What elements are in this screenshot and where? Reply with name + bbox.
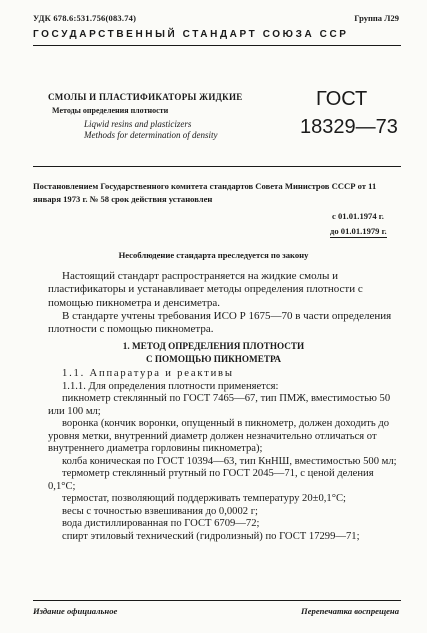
section-heading-line2: С ПОМОЩЬЮ ПИКНОМЕТРА — [145, 353, 282, 364]
udk-code: УДК 678.6:531.756(083.74) — [33, 13, 137, 23]
section-heading — [0, 340, 427, 365]
document-subtitle: Методы определения плотности — [52, 106, 169, 115]
footer-divider — [33, 600, 401, 601]
gost-number: 18329—73 — [300, 116, 398, 138]
list-item: воронка (кончик воронки, опущенный в пикнометр, должен доходить до уровня метки, внутренний диаметр должен незначительно отличаться от внутреннего диаметра горловины пикнометра); — [48, 418, 390, 454]
subsection-title: 1.1. Аппаратура и реактивы — [62, 368, 234, 379]
english-title-line1: Liqwid resins and plasticizers — [84, 119, 192, 129]
list-intro: 1.1.1. Для определения плотности применяется: — [62, 380, 279, 392]
equipment-list — [48, 368, 403, 543]
list-item: весы с точностью взвешивания до 0,0002 г; — [62, 505, 259, 517]
footer-reprint-prohibited: Перепечатка воспрещена — [301, 606, 399, 616]
document-title: СМОЛЫ И ПЛАСТИФИКАТОРЫ ЖИДКИЕ — [48, 92, 243, 102]
intro-paragraphs — [48, 270, 403, 336]
list-item: спирт этиловый технический (гидролизный) по ГОСТ 17299—71; — [62, 530, 360, 542]
section-heading-line1: 1. МЕТОД ОПРЕДЕЛЕНИЯ ПЛОТНОСТИ — [122, 341, 305, 351]
list-item: колба коническая по ГОСТ 10394—63, тип КнНШ, вместимостью 500 мл; — [62, 455, 397, 467]
effective-from-date: с 01.01.1974 г. — [332, 211, 384, 221]
list-item: термометр стеклянный ртутный по ГОСТ 2045—71, с ценой деления 0,1°С; — [48, 468, 374, 492]
header-divider — [33, 45, 401, 46]
prosecution-note: Несоблюдение стандарта преследуется по закону — [118, 250, 309, 260]
list-item: вода дистиллированная по ГОСТ 6709—72; — [62, 518, 260, 529]
paragraph-scope: Настоящий стандарт распространяется на жидкие смолы и пластификаторы и устанавливает методы определения плотности с помощью пикнометра и денсиметра. — [48, 270, 363, 309]
effective-to-date: до 01.01.1979 г. — [330, 226, 387, 236]
group-code: Группа Л29 — [354, 13, 399, 23]
gost-label: ГОСТ — [316, 88, 368, 110]
paragraph-iso: В стандарте учтены требования ИСО Р 1675—70 в части определения плотности с помощью пикнометра. — [48, 309, 392, 336]
title-divider — [33, 166, 401, 167]
list-item: пикнометр стеклянный по ГОСТ 7465—67, тип ПМЖ, вместимостью 50 или 100 мл; — [48, 393, 391, 417]
list-item: термостат, позволяющий поддерживать температуру 20±0,1°С; — [62, 493, 346, 504]
standard-title: ГОСУДАРСТВЕННЫЙ СТАНДАРТ СОЮЗА ССР — [33, 29, 349, 40]
decree-text: Постановлением Государственного комитета стандартов Совета Министров СССР от 11 января 1973 г. № 58 срок действия установлен — [33, 181, 377, 204]
footer-official-edition: Издание официальное — [33, 606, 118, 616]
english-title-line2: Methods for determination of density — [84, 130, 218, 140]
